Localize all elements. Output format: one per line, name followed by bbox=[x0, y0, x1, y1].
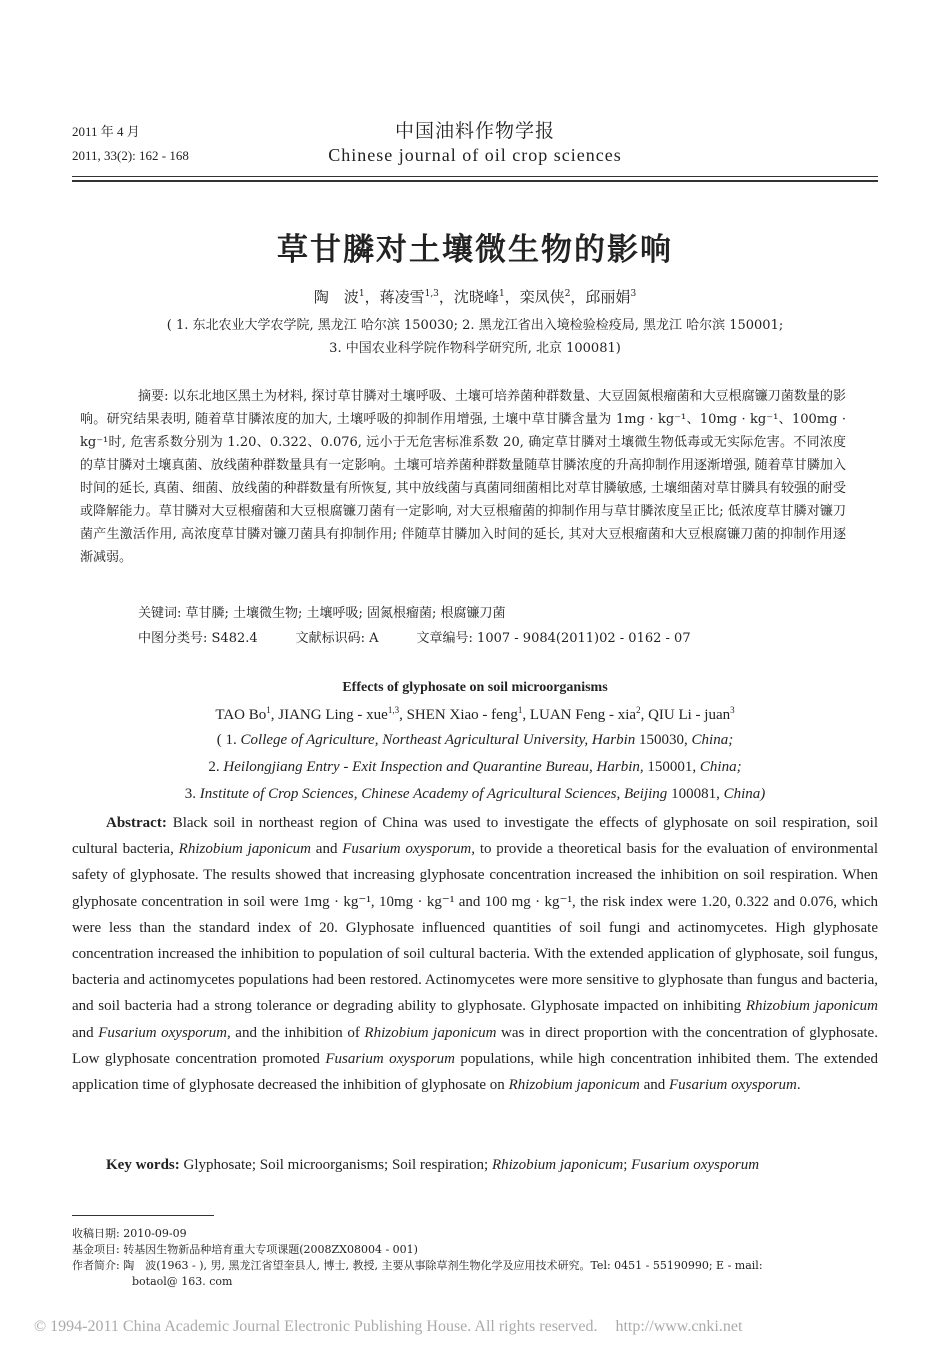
cnki-url: http://www.cnki.net bbox=[615, 1318, 743, 1335]
author-affil-mark: 1 bbox=[358, 289, 365, 299]
affiliation-en-line bbox=[0, 732, 950, 749]
species-name: Fusarium oxysporum bbox=[325, 1050, 455, 1067]
abstract-text: was in direct proportion with the concentration of glyphosate. Low glyphosate concentration promoted bbox=[72, 1024, 878, 1067]
affiliation-en-line bbox=[0, 759, 950, 776]
affiliation-en-line bbox=[0, 786, 950, 803]
article-number: 文章编号: 1007 - 9084(2011)02 - 0162 - 07 bbox=[416, 631, 691, 646]
abstract-text: and bbox=[310, 841, 343, 858]
species-name: Rhizobium japonicum bbox=[491, 1157, 624, 1173]
abstract-text: , and the inhibition of bbox=[226, 1024, 365, 1041]
species-name: Rhizobium japonicum bbox=[745, 998, 878, 1015]
keywords-cn: 关键词: 草甘膦; 土壤微生物; 土壤呼吸; 固氮根瘤菌; 根腐镰刀菌 bbox=[138, 606, 506, 621]
footnote-rule bbox=[72, 1215, 214, 1216]
postcode: 100081, bbox=[667, 786, 724, 802]
header-rule-thick bbox=[72, 180, 878, 182]
keywords-text: ; bbox=[623, 1157, 632, 1173]
postcode: 150001, bbox=[643, 759, 700, 775]
funding-note: 基金项目: 转基因生物新品种培育重大专项课题(2008ZX08004 - 001) bbox=[72, 1243, 418, 1256]
author-bio: 作者简介: 陶 波(1963 - ), 男, 黑龙江省望奎县人, 博士, 教授, 主要从事除草剂生物化学及应用技术研究。Tel: 0451 - 55190990; E - mail: bbox=[72, 1259, 763, 1272]
issue-date: 2011 年 4 月 bbox=[72, 124, 140, 139]
species-name: Fusarium oxysporum bbox=[342, 841, 472, 858]
author-affil-mark: 2 bbox=[564, 289, 571, 299]
author-name: , JIANG Ling - xue bbox=[270, 707, 388, 723]
keywords-label: Key words: bbox=[106, 1157, 180, 1173]
received-date: 收稿日期: 2010-09-09 bbox=[72, 1227, 187, 1240]
document-code: 文献标识码: A bbox=[295, 631, 379, 646]
issue-citation: 2011, 33(2): 162 - 168 bbox=[72, 148, 189, 163]
abstract-text: Black soil in northeast region of China was used to investigate the effects of glyphosate on soil respiration, soil cultural bacteria, bbox=[72, 815, 878, 858]
author-affil-mark: 1 bbox=[266, 705, 271, 715]
abstract-label: Abstract: bbox=[106, 815, 167, 831]
authors-en bbox=[0, 705, 950, 724]
species-name: Fusarium oxysporum bbox=[98, 1024, 227, 1041]
author-name: TAO Bo bbox=[215, 707, 267, 723]
author-name: , QIU Li - juan bbox=[640, 707, 731, 723]
abstract-text: , to provide a theoretical basis for the evaluation of environmental safety of glyphosate. The results showed that increasing glyphosate concentration increased the inhibition on soil respiration. When glyphosate concentration in soil were 1mg · kg⁻¹, 10mg · kg⁻¹ and 100 mg · kg⁻¹, the risk index were 1.20, 0.322 and 0.076, which were less than the standard index of 20. Glyphosate influenced quantities of soil fungi and actinomycetes. High glyphosate concentration increased the inhibition to population of soil cultural bacteria. With the extended application of glyphosate, soil fungus, bacteria and actinomycetes populations had been restored. Actinomycetes were more sensitive to glyphosate than fungus and bacteria, and soil bacteria had a strong tolerance or degrading ability to glyphosate. Glyphosate impacted on inhibiting bbox=[72, 841, 878, 1015]
author-affil-mark: 2 bbox=[636, 705, 641, 715]
journal-name-en: Chinese journal of oil crop sciences bbox=[328, 145, 622, 165]
keywords-text: Glyphosate; Soil microorganisms; Soil respiration; bbox=[179, 1157, 492, 1173]
affiliation-prefix: 2. bbox=[208, 759, 224, 775]
author-affil-mark: 1 bbox=[517, 705, 523, 715]
journal-name-cn: 中国油料作物学报 bbox=[394, 120, 555, 142]
author-affil-mark: 1,3 bbox=[424, 289, 439, 299]
clc-number: 中图分类号: S482.4 bbox=[138, 631, 258, 646]
abstract-text: and bbox=[639, 1077, 669, 1094]
abstract-text: populations, while high concentration inhibited them. The extended application time of glyphosate decreased the inhibition of glyphosate on bbox=[72, 1050, 878, 1094]
abstract-cn bbox=[80, 385, 846, 569]
species-name: Rhizobium japonicum bbox=[178, 841, 311, 858]
abstract-text: . bbox=[796, 1077, 801, 1094]
keywords-en bbox=[106, 1155, 759, 1175]
country: China; bbox=[691, 732, 734, 748]
affiliation-line: 3. 中国农业科学院作物科学研究所, 北京 100081) bbox=[329, 341, 621, 356]
article-title-cn: 草甘膦对土壤微生物的影响 bbox=[277, 232, 673, 268]
author-name: ，沈晓峰 bbox=[438, 288, 499, 306]
author-affil-mark: 3 bbox=[730, 705, 735, 715]
affiliation-prefix: 3. bbox=[184, 786, 200, 802]
author-name: ，邱丽娟 bbox=[570, 288, 631, 306]
species-name: Rhizobium japonicum bbox=[364, 1024, 497, 1041]
affiliations-cn bbox=[100, 314, 850, 360]
author-name: 陶 波 bbox=[313, 288, 359, 306]
institution: College of Agriculture, Northeast Agricultural University, Harbin bbox=[240, 732, 636, 748]
country: China; bbox=[699, 759, 742, 775]
author-affil-mark: 3 bbox=[630, 289, 637, 299]
copyright-watermark bbox=[34, 1318, 742, 1336]
species-name: Fusarium oxysporum bbox=[668, 1077, 797, 1094]
abstract-text: and bbox=[72, 1024, 99, 1041]
species-name: Rhizobium japonicum bbox=[508, 1077, 640, 1094]
author-name: ，栾凤侠 bbox=[504, 288, 565, 306]
authors-cn bbox=[0, 286, 950, 307]
author-name: , LUAN Feng - xia bbox=[522, 707, 637, 723]
author-affil-mark: 1 bbox=[498, 289, 505, 299]
affiliation-prefix: ( 1. bbox=[216, 732, 241, 748]
affiliation-line: ( 1. 东北农业大学农学院, 黑龙江 哈尔滨 150030; 2. 黑龙江省出入境检验检疫局, 黑龙江 哈尔滨 150001; bbox=[166, 318, 784, 333]
classification-line bbox=[138, 627, 691, 650]
footnotes bbox=[72, 1226, 882, 1290]
abstract-cn-text: 摘要: 以东北地区黑土为材料, 探讨草甘膦对土壤呼吸、土壤可培养菌种群数量、大豆固氮根瘤菌和大豆根腐镰刀菌数量的影响。研究结果表明, 随着草甘膦浓度的加大, 土壤呼吸的抑制作用增强, 土壤中草甘膦含量为 1mg · kg⁻¹、10mg · kg⁻¹、100mg · kg⁻¹时, 危害系数分别为 1.20、0.322、0.076, 远小于无危害标准系数 20, 确定草甘膦对土壤微生物低毒或无实际危害。不同浓度的草甘膦对土壤真菌、放线菌种群数量具有一定影响。土壤可培养菌种群数量随草甘膦浓度的升高抑制作用逐渐增强, 随着草甘膦加入时间的延长, 真菌、细菌、放线菌的种群数量有所恢复, 其中放线菌与真菌同细菌相比对草甘膦敏感, 土壤细菌对草甘膦具有较强的耐受或降解能力。草甘膦对大豆根瘤菌和大豆根腐镰刀菌有一定影响, 对大豆根瘤菌的抑制作用与草甘膦浓度呈正比; 低浓度草甘膦对镰刀菌产生激活作用, 高浓度草甘膦对镰刀菌具有抑制作用; 伴随草甘膦加入时间的延长, 其对大豆根瘤菌和大豆根腐镰刀菌的抑制作用逐渐减弱。 bbox=[80, 389, 846, 565]
species-name: Fusarium oxysporum bbox=[631, 1157, 760, 1173]
author-name: ，蒋凌雪 bbox=[364, 288, 425, 306]
abstract-en bbox=[72, 810, 878, 1098]
author-email: botaol@ 163. com bbox=[132, 1275, 233, 1288]
institution: Heilongjiang Entry - Exit Inspection and Quarantine Bureau, Harbin, bbox=[223, 759, 644, 775]
copyright-notice: © 1994-2011 China Academic Journal Electronic Publishing House. All rights reserved. bbox=[34, 1318, 598, 1335]
author-affil-mark: 1,3 bbox=[387, 705, 400, 715]
author-name: , SHEN Xiao - feng bbox=[399, 707, 518, 723]
header-rule-thin bbox=[72, 176, 878, 177]
country: China) bbox=[723, 786, 766, 802]
article-title-en: Effects of glyphosate on soil microorganisms bbox=[342, 680, 608, 695]
institution: Institute of Crop Sciences, Chinese Academy of Agricultural Sciences, Beijing bbox=[199, 786, 668, 802]
postcode: 150030, bbox=[635, 732, 692, 748]
